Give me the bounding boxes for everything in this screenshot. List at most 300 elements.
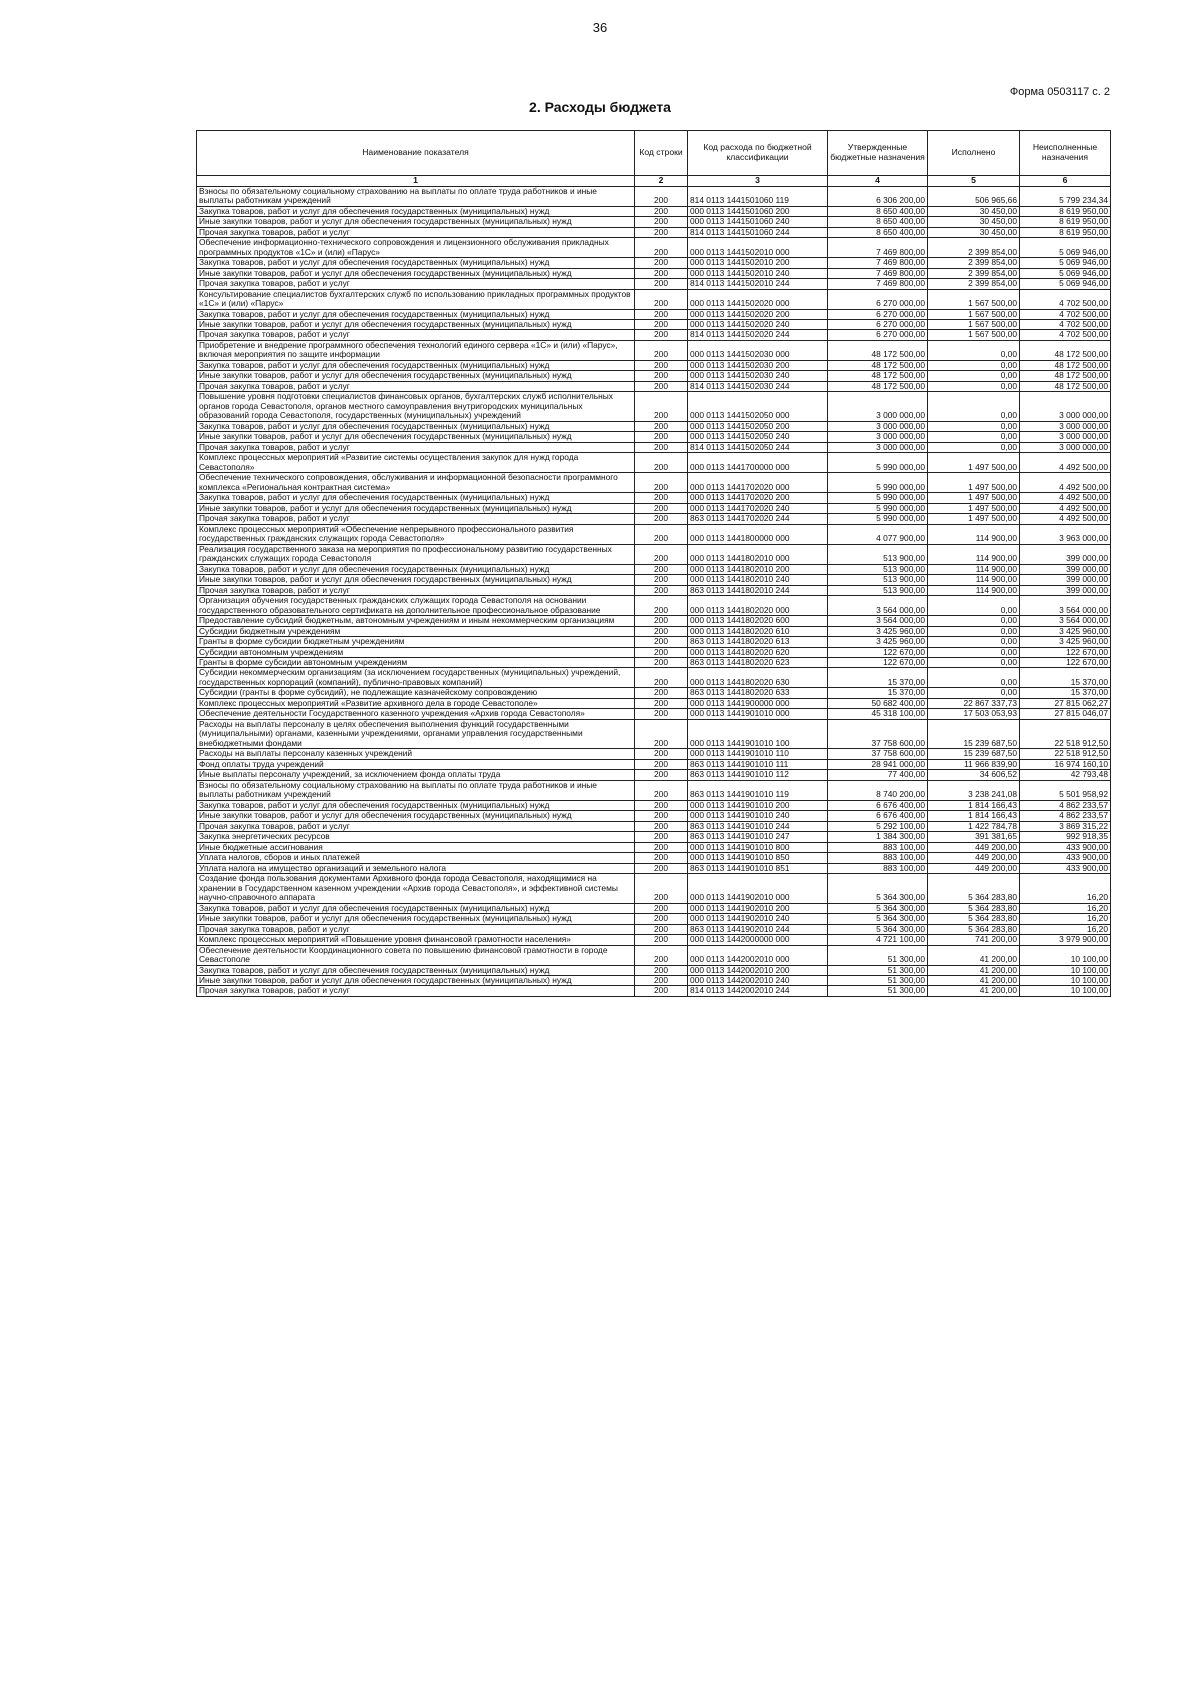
row-name: Иные выплаты персоналу учреждений, за исключением фонда оплаты труда — [197, 770, 635, 780]
row-classification-code: 000 0113 1441502010 240 — [688, 268, 828, 278]
row-unexecuted: 27 815 062,27 — [1020, 698, 1111, 708]
row-executed: 114 900,00 — [928, 575, 1020, 585]
row-classification-code: 863 0113 1441702020 244 — [688, 514, 828, 524]
row-unexecuted: 16,20 — [1020, 914, 1111, 924]
row-name: Субсидии (гранты в форме субсидий), не подлежащие казначейскому сопровождению — [197, 688, 635, 698]
row-line-code: 200 — [635, 392, 688, 421]
row-name: Реализация государственного заказа на мероприятия по профессиональному развитию государственных гражданских служащих города Севастополя — [197, 544, 635, 564]
row-approved: 3 000 000,00 — [828, 421, 928, 431]
table-row — [197, 924, 1111, 934]
row-name: Прочая закупка товаров, работ и услуг — [197, 279, 635, 289]
row-unexecuted: 5 069 946,00 — [1020, 268, 1111, 278]
row-approved: 15 370,00 — [828, 668, 928, 688]
table-row — [197, 832, 1111, 842]
row-name: Обеспечение деятельности Государственного казенного учреждения «Архив города Севастополя» — [197, 709, 635, 719]
row-executed: 2 399 854,00 — [928, 268, 1020, 278]
column-number: 6 — [1020, 176, 1111, 187]
row-unexecuted: 16 974 160,10 — [1020, 759, 1111, 769]
row-executed: 3 238 241,08 — [928, 780, 1020, 800]
row-name: Закупка товаров, работ и услуг для обеспечения государственных (муниципальных) нужд — [197, 903, 635, 913]
row-unexecuted: 433 900,00 — [1020, 853, 1111, 863]
row-classification-code: 863 0113 1441802020 633 — [688, 688, 828, 698]
header-unexecuted: Неисполненные назначения — [1020, 131, 1111, 176]
table-row — [197, 874, 1111, 903]
row-executed: 114 900,00 — [928, 564, 1020, 574]
row-classification-code: 000 0113 1441502050 000 — [688, 392, 828, 421]
row-classification-code: 863 0113 1441901010 851 — [688, 863, 828, 873]
table-row — [197, 986, 1111, 996]
row-executed: 0,00 — [928, 596, 1020, 616]
row-line-code: 200 — [635, 749, 688, 759]
row-classification-code: 000 0113 1441502030 000 — [688, 340, 828, 360]
table-body — [197, 186, 1111, 996]
row-name: Фонд оплаты труда учреждений — [197, 759, 635, 769]
row-executed: 506 965,66 — [928, 186, 1020, 206]
row-classification-code: 000 0113 1441901010 200 — [688, 800, 828, 810]
row-name: Закупка товаров, работ и услуг для обеспечения государственных (муниципальных) нужд — [197, 800, 635, 810]
row-executed: 0,00 — [928, 381, 1020, 391]
row-name: Обеспечение информационно-технического сопровождения и лицензионного обслуживания прикладных программных продуктов «1С» и (или) «Парус» — [197, 238, 635, 258]
table-row — [197, 575, 1111, 585]
row-name: Иные закупки товаров, работ и услуг для обеспечения государственных (муниципальных) нужд — [197, 503, 635, 513]
row-approved: 6 676 400,00 — [828, 811, 928, 821]
row-name: Иные закупки товаров, работ и услуг для обеспечения государственных (муниципальных) нужд — [197, 575, 635, 585]
row-approved: 4 721 100,00 — [828, 935, 928, 945]
row-unexecuted: 10 100,00 — [1020, 976, 1111, 986]
row-classification-code: 000 0113 1441502010 000 — [688, 238, 828, 258]
row-unexecuted: 399 000,00 — [1020, 564, 1111, 574]
row-unexecuted: 122 670,00 — [1020, 647, 1111, 657]
row-approved: 51 300,00 — [828, 945, 928, 965]
row-name: Закупка энергетических ресурсов — [197, 832, 635, 842]
table-row — [197, 442, 1111, 452]
row-classification-code: 814 0113 1441501060 119 — [688, 186, 828, 206]
row-unexecuted: 8 619 950,00 — [1020, 227, 1111, 237]
table-row — [197, 360, 1111, 370]
column-number: 4 — [828, 176, 928, 187]
row-unexecuted: 3 979 900,00 — [1020, 935, 1111, 945]
row-classification-code: 000 0113 1441502010 200 — [688, 258, 828, 268]
row-executed: 1 814 166,43 — [928, 800, 1020, 810]
row-executed: 0,00 — [928, 432, 1020, 442]
table-row — [197, 842, 1111, 852]
row-executed: 30 450,00 — [928, 217, 1020, 227]
row-classification-code: 000 0113 1441800000 000 — [688, 524, 828, 544]
row-name: Закупка товаров, работ и услуг для обеспечения государственных (муниципальных) нужд — [197, 421, 635, 431]
row-approved: 6 270 000,00 — [828, 320, 928, 330]
row-approved: 8 650 400,00 — [828, 206, 928, 216]
row-unexecuted: 4 702 500,00 — [1020, 330, 1111, 340]
row-line-code: 200 — [635, 626, 688, 636]
row-executed: 2 399 854,00 — [928, 279, 1020, 289]
row-classification-code: 000 0113 1441502050 240 — [688, 432, 828, 442]
row-classification-code: 000 0113 1441700000 000 — [688, 453, 828, 473]
row-line-code: 200 — [635, 473, 688, 493]
table-row — [197, 258, 1111, 268]
table-row — [197, 309, 1111, 319]
row-unexecuted: 48 172 500,00 — [1020, 371, 1111, 381]
row-name: Гранты в форме субсидии автономным учреждениям — [197, 657, 635, 667]
row-approved: 48 172 500,00 — [828, 381, 928, 391]
row-classification-code: 863 0113 1441901010 119 — [688, 780, 828, 800]
row-unexecuted: 5 069 946,00 — [1020, 238, 1111, 258]
row-approved: 37 758 600,00 — [828, 719, 928, 748]
row-line-code: 200 — [635, 371, 688, 381]
row-approved: 3 000 000,00 — [828, 392, 928, 421]
row-unexecuted: 3 564 000,00 — [1020, 616, 1111, 626]
row-line-code: 200 — [635, 976, 688, 986]
row-unexecuted: 4 702 500,00 — [1020, 320, 1111, 330]
row-executed: 449 200,00 — [928, 842, 1020, 852]
row-unexecuted: 4 492 500,00 — [1020, 514, 1111, 524]
row-executed: 1 567 500,00 — [928, 330, 1020, 340]
row-approved: 4 077 900,00 — [828, 524, 928, 544]
table-row — [197, 238, 1111, 258]
row-executed: 41 200,00 — [928, 965, 1020, 975]
row-unexecuted: 433 900,00 — [1020, 863, 1111, 873]
row-classification-code: 000 0113 1442002010 200 — [688, 965, 828, 975]
row-approved: 6 270 000,00 — [828, 309, 928, 319]
row-executed: 1 567 500,00 — [928, 289, 1020, 309]
row-classification-code: 000 0113 1442002010 240 — [688, 976, 828, 986]
row-classification-code: 000 0113 1441901010 000 — [688, 709, 828, 719]
row-classification-code: 000 0113 1441502030 240 — [688, 371, 828, 381]
table-row — [197, 585, 1111, 595]
header-indicator-name: Наименование показателя — [197, 131, 635, 176]
row-classification-code: 863 0113 1441901010 244 — [688, 821, 828, 831]
row-approved: 5 990 000,00 — [828, 514, 928, 524]
row-approved: 37 758 600,00 — [828, 749, 928, 759]
row-line-code: 200 — [635, 770, 688, 780]
expenditure-table — [196, 130, 1111, 997]
row-approved: 77 400,00 — [828, 770, 928, 780]
table-row — [197, 616, 1111, 626]
row-unexecuted: 122 670,00 — [1020, 657, 1111, 667]
row-unexecuted: 4 492 500,00 — [1020, 503, 1111, 513]
table-row — [197, 227, 1111, 237]
row-executed: 41 200,00 — [928, 945, 1020, 965]
row-approved: 51 300,00 — [828, 965, 928, 975]
row-approved: 3 000 000,00 — [828, 432, 928, 442]
row-line-code: 200 — [635, 206, 688, 216]
row-approved: 513 900,00 — [828, 575, 928, 585]
table-row — [197, 709, 1111, 719]
table-row — [197, 217, 1111, 227]
row-name: Закупка товаров, работ и услуг для обеспечения государственных (муниципальных) нужд — [197, 965, 635, 975]
row-line-code: 200 — [635, 780, 688, 800]
row-approved: 15 370,00 — [828, 688, 928, 698]
row-executed: 0,00 — [928, 442, 1020, 452]
table-row — [197, 524, 1111, 544]
row-line-code: 200 — [635, 453, 688, 473]
row-line-code: 200 — [635, 811, 688, 821]
row-executed: 1 497 500,00 — [928, 453, 1020, 473]
row-approved: 3 425 960,00 — [828, 626, 928, 636]
row-executed: 30 450,00 — [928, 206, 1020, 216]
row-name: Закупка товаров, работ и услуг для обеспечения государственных (муниципальных) нужд — [197, 206, 635, 216]
table-row — [197, 853, 1111, 863]
row-name: Закупка товаров, работ и услуг для обеспечения государственных (муниципальных) нужд — [197, 493, 635, 503]
row-name: Прочая закупка товаров, работ и услуг — [197, 330, 635, 340]
row-classification-code: 000 0113 1441702020 200 — [688, 493, 828, 503]
row-approved: 51 300,00 — [828, 986, 928, 996]
row-line-code: 200 — [635, 564, 688, 574]
row-unexecuted: 3 000 000,00 — [1020, 432, 1111, 442]
row-unexecuted: 16,20 — [1020, 903, 1111, 913]
row-name: Субсидии некоммерческим организациям (за исключением государственных (муниципальных) учреждений, государственных корпораций (компаний), публично-правовых компаний) — [197, 668, 635, 688]
table-row — [197, 903, 1111, 913]
row-unexecuted: 399 000,00 — [1020, 585, 1111, 595]
form-code: Форма 0503117 с. 2 — [1009, 86, 1110, 98]
row-approved: 51 300,00 — [828, 976, 928, 986]
column-number: 1 — [197, 176, 635, 187]
row-classification-code: 000 0113 1441501060 200 — [688, 206, 828, 216]
row-unexecuted: 15 370,00 — [1020, 688, 1111, 698]
row-classification-code: 000 0113 1441502050 200 — [688, 421, 828, 431]
row-classification-code: 000 0113 1442000000 000 — [688, 935, 828, 945]
row-line-code: 200 — [635, 258, 688, 268]
table-row — [197, 668, 1111, 688]
table-row — [197, 473, 1111, 493]
row-executed: 5 364 283,80 — [928, 924, 1020, 934]
row-classification-code: 000 0113 1441502020 240 — [688, 320, 828, 330]
table-row — [197, 371, 1111, 381]
row-line-code: 200 — [635, 238, 688, 258]
row-approved: 7 469 800,00 — [828, 279, 928, 289]
row-line-code: 200 — [635, 821, 688, 831]
row-executed: 1 497 500,00 — [928, 493, 1020, 503]
row-executed: 0,00 — [928, 637, 1020, 647]
row-approved: 45 318 100,00 — [828, 709, 928, 719]
row-classification-code: 000 0113 1441802020 630 — [688, 668, 828, 688]
row-line-code: 200 — [635, 227, 688, 237]
row-name: Взносы по обязательному социальному страхованию на выплаты по оплате труда работников и иные выплаты работникам учреждений — [197, 186, 635, 206]
row-executed: 30 450,00 — [928, 227, 1020, 237]
table-row — [197, 453, 1111, 473]
row-line-code: 200 — [635, 924, 688, 934]
row-executed: 741 200,00 — [928, 935, 1020, 945]
row-approved: 6 270 000,00 — [828, 289, 928, 309]
row-approved: 50 682 400,00 — [828, 698, 928, 708]
row-classification-code: 000 0113 1441802010 200 — [688, 564, 828, 574]
row-approved: 3 564 000,00 — [828, 596, 928, 616]
row-executed: 2 399 854,00 — [928, 238, 1020, 258]
row-name: Расходы на выплаты персоналу казенных учреждений — [197, 749, 635, 759]
row-unexecuted: 399 000,00 — [1020, 544, 1111, 564]
row-executed: 2 399 854,00 — [928, 258, 1020, 268]
row-classification-code: 000 0113 1441901010 800 — [688, 842, 828, 852]
row-executed: 5 364 283,80 — [928, 874, 1020, 903]
row-approved: 513 900,00 — [828, 544, 928, 564]
row-name: Расходы на выплаты персоналу в целях обеспечения выполнения функций государственными (муниципальными) органами, казенными учреждениями, органами управления государственными внебюджетными фондами — [197, 719, 635, 748]
row-line-code: 200 — [635, 279, 688, 289]
row-unexecuted: 42 793,48 — [1020, 770, 1111, 780]
table-row — [197, 514, 1111, 524]
row-executed: 15 239 687,50 — [928, 749, 1020, 759]
row-line-code: 200 — [635, 442, 688, 452]
row-unexecuted: 4 862 233,57 — [1020, 800, 1111, 810]
column-number: 5 — [928, 176, 1020, 187]
row-classification-code: 814 0113 1442002010 244 — [688, 986, 828, 996]
row-executed: 449 200,00 — [928, 863, 1020, 873]
row-name: Прочая закупка товаров, работ и услуг — [197, 442, 635, 452]
row-approved: 5 364 300,00 — [828, 903, 928, 913]
row-classification-code: 814 0113 1441501060 244 — [688, 227, 828, 237]
row-line-code: 200 — [635, 330, 688, 340]
table-row — [197, 432, 1111, 442]
row-name: Создание фонда пользования документами Архивного фонда города Севастополя, находящимися на хранении в Государственном казенном учреждении «Архив города Севастополя», и эффективной системы научно-справочного аппарата — [197, 874, 635, 903]
row-unexecuted: 16,20 — [1020, 924, 1111, 934]
row-name: Прочая закупка товаров, работ и услуг — [197, 381, 635, 391]
table-row — [197, 421, 1111, 431]
row-line-code: 200 — [635, 524, 688, 544]
row-unexecuted: 8 619 950,00 — [1020, 206, 1111, 216]
row-approved: 7 469 800,00 — [828, 238, 928, 258]
table-row — [197, 268, 1111, 278]
row-name: Иные закупки товаров, работ и услуг для обеспечения государственных (муниципальных) нужд — [197, 811, 635, 821]
row-executed: 41 200,00 — [928, 986, 1020, 996]
row-name: Приобретение и внедрение программного обеспечения технологий единого сервера «1С» и (или) «Парус», включая мероприятия по защите информации — [197, 340, 635, 360]
row-name: Прочая закупка товаров, работ и услуг — [197, 227, 635, 237]
table-row — [197, 493, 1111, 503]
table-row — [197, 626, 1111, 636]
row-classification-code: 000 0113 1441802020 000 — [688, 596, 828, 616]
row-approved: 5 990 000,00 — [828, 473, 928, 493]
row-unexecuted: 22 518 912,50 — [1020, 749, 1111, 759]
row-executed: 1 497 500,00 — [928, 514, 1020, 524]
row-approved: 28 941 000,00 — [828, 759, 928, 769]
row-name: Закупка товаров, работ и услуг для обеспечения государственных (муниципальных) нужд — [197, 309, 635, 319]
row-unexecuted: 10 100,00 — [1020, 965, 1111, 975]
row-classification-code: 000 0113 1441702020 000 — [688, 473, 828, 493]
row-unexecuted: 4 862 233,57 — [1020, 811, 1111, 821]
row-executed: 0,00 — [928, 616, 1020, 626]
row-executed: 1 422 784,78 — [928, 821, 1020, 831]
row-name: Предоставление субсидий бюджетным, автономным учреждениям и иным некоммерческим организациям — [197, 616, 635, 626]
row-line-code: 200 — [635, 432, 688, 442]
row-classification-code: 000 0113 1441901010 850 — [688, 853, 828, 863]
row-classification-code: 000 0113 1441502030 200 — [688, 360, 828, 370]
row-executed: 0,00 — [928, 668, 1020, 688]
table-row — [197, 698, 1111, 708]
row-name: Закупка товаров, работ и услуг для обеспечения государственных (муниципальных) нужд — [197, 564, 635, 574]
row-line-code: 200 — [635, 637, 688, 647]
row-line-code: 200 — [635, 759, 688, 769]
row-executed: 22 867 337,73 — [928, 698, 1020, 708]
row-line-code: 200 — [635, 668, 688, 688]
row-unexecuted: 5 069 946,00 — [1020, 279, 1111, 289]
row-executed: 0,00 — [928, 371, 1020, 381]
column-number: 3 — [688, 176, 828, 187]
row-line-code: 200 — [635, 585, 688, 595]
row-classification-code: 814 0113 1441502030 244 — [688, 381, 828, 391]
row-name: Обеспечение технического сопровождения, обслуживания и информационной безопасности программного комплекса «Региональная контрактная система» — [197, 473, 635, 493]
table-row — [197, 863, 1111, 873]
row-unexecuted: 4 492 500,00 — [1020, 473, 1111, 493]
row-executed: 1 567 500,00 — [928, 309, 1020, 319]
row-executed: 449 200,00 — [928, 853, 1020, 863]
row-classification-code: 863 0113 1441901010 111 — [688, 759, 828, 769]
row-name: Прочая закупка товаров, работ и услуг — [197, 585, 635, 595]
row-classification-code: 000 0113 1441901010 100 — [688, 719, 828, 748]
header-executed: Исполнено — [928, 131, 1020, 176]
row-line-code: 200 — [635, 503, 688, 513]
row-approved: 3 000 000,00 — [828, 442, 928, 452]
row-name: Прочая закупка товаров, работ и услуг — [197, 986, 635, 996]
row-approved: 5 292 100,00 — [828, 821, 928, 831]
column-number-row — [197, 176, 1111, 187]
row-unexecuted: 4 492 500,00 — [1020, 453, 1111, 473]
row-line-code: 200 — [635, 493, 688, 503]
row-approved: 7 469 800,00 — [828, 258, 928, 268]
row-line-code: 200 — [635, 381, 688, 391]
row-approved: 513 900,00 — [828, 564, 928, 574]
row-unexecuted: 48 172 500,00 — [1020, 381, 1111, 391]
row-line-code: 200 — [635, 360, 688, 370]
row-unexecuted: 4 702 500,00 — [1020, 309, 1111, 319]
row-name: Уплата налога на имущество организаций и земельного налога — [197, 863, 635, 873]
row-approved: 48 172 500,00 — [828, 360, 928, 370]
row-classification-code: 000 0113 1441901010 110 — [688, 749, 828, 759]
row-unexecuted: 992 918,35 — [1020, 832, 1111, 842]
row-classification-code: 863 0113 1441802010 244 — [688, 585, 828, 595]
row-classification-code: 000 0113 1441802010 240 — [688, 575, 828, 585]
row-name: Закупка товаров, работ и услуг для обеспечения государственных (муниципальных) нужд — [197, 360, 635, 370]
table-header-row — [197, 131, 1111, 176]
table-row — [197, 811, 1111, 821]
row-name: Иные закупки товаров, работ и услуг для обеспечения государственных (муниципальных) нужд — [197, 217, 635, 227]
row-executed: 114 900,00 — [928, 544, 1020, 564]
row-line-code: 200 — [635, 289, 688, 309]
table-row — [197, 914, 1111, 924]
row-unexecuted: 399 000,00 — [1020, 575, 1111, 585]
row-unexecuted: 4 492 500,00 — [1020, 493, 1111, 503]
row-classification-code: 000 0113 1441501060 240 — [688, 217, 828, 227]
page-number: 36 — [592, 20, 608, 35]
row-line-code: 200 — [635, 832, 688, 842]
row-name: Взносы по обязательному социальному страхованию на выплаты по оплате труда работников и иные выплаты работникам учреждений — [197, 780, 635, 800]
table-row — [197, 637, 1111, 647]
row-unexecuted: 5 501 958,92 — [1020, 780, 1111, 800]
row-classification-code: 000 0113 1441902010 000 — [688, 874, 828, 903]
row-unexecuted: 10 100,00 — [1020, 945, 1111, 965]
row-executed: 0,00 — [928, 688, 1020, 698]
row-line-code: 200 — [635, 874, 688, 903]
row-approved: 5 364 300,00 — [828, 924, 928, 934]
row-executed: 0,00 — [928, 657, 1020, 667]
row-name: Прочая закупка товаров, работ и услуг — [197, 821, 635, 831]
page-title: 2. Расходы бюджета — [529, 99, 671, 115]
row-executed: 5 364 283,80 — [928, 914, 1020, 924]
row-unexecuted: 3 869 315,22 — [1020, 821, 1111, 831]
row-executed: 114 900,00 — [928, 585, 1020, 595]
row-executed: 0,00 — [928, 340, 1020, 360]
row-executed: 34 606,52 — [928, 770, 1020, 780]
row-classification-code: 863 0113 1441802020 623 — [688, 657, 828, 667]
row-name: Субсидии бюджетным учреждениям — [197, 626, 635, 636]
table-row — [197, 564, 1111, 574]
table-row — [197, 320, 1111, 330]
table-row — [197, 821, 1111, 831]
row-approved: 5 364 300,00 — [828, 914, 928, 924]
row-line-code: 200 — [635, 903, 688, 913]
row-name: Обеспечение деятельности Координационного совета по повышению финансовой грамотности в городе Севастополе — [197, 945, 635, 965]
row-line-code: 200 — [635, 863, 688, 873]
row-line-code: 200 — [635, 575, 688, 585]
row-approved: 1 384 300,00 — [828, 832, 928, 842]
row-name: Повышение уровня подготовки специалистов финансовых органов, бухгалтерских служб исполнительных органов города Севастополя, органов местного самоуправления внутригородских муниципальных образований города Севастополя, государственных (муниципальных) учреждений — [197, 392, 635, 421]
row-line-code: 200 — [635, 965, 688, 975]
